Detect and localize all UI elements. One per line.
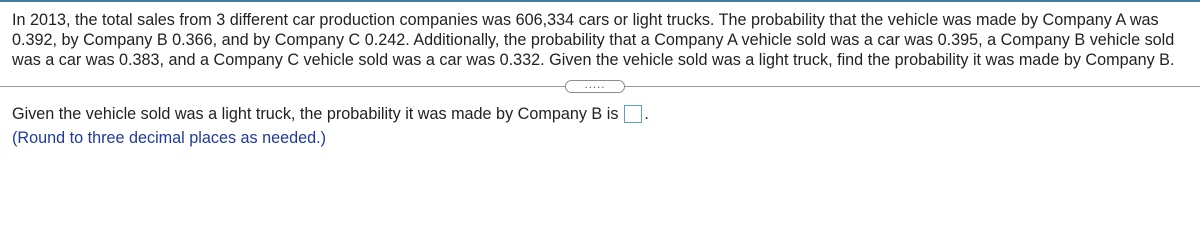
rounding-hint: (Round to three decimal places as needed.) [12, 129, 327, 147]
question-text: In 2013, the total sales from 3 different car production companies was 606,334 cars or light trucks. The probability that the vehicle was made by Company A was 0.392, by Company B 0.366, and by Company C 0.242. Additionally, the probability that a Company A vehicle sold was a car was 0.395, a Company B vehicle sold was a car was 0.383, and a Company C vehicle sold was a car was 0.332. Given the vehicle sold was a light truck, find the probability it was made by Company B. [12, 11, 1175, 69]
top-rule [0, 0, 1200, 2]
answer-line [12, 104, 649, 124]
expand-handle-button[interactable]: ..... [565, 80, 625, 93]
answer-prompt: Given the vehicle sold was a light truck, the probability it was made by Company B is [12, 105, 619, 123]
answer-input[interactable] [624, 105, 642, 123]
answer-suffix: . [644, 105, 649, 123]
